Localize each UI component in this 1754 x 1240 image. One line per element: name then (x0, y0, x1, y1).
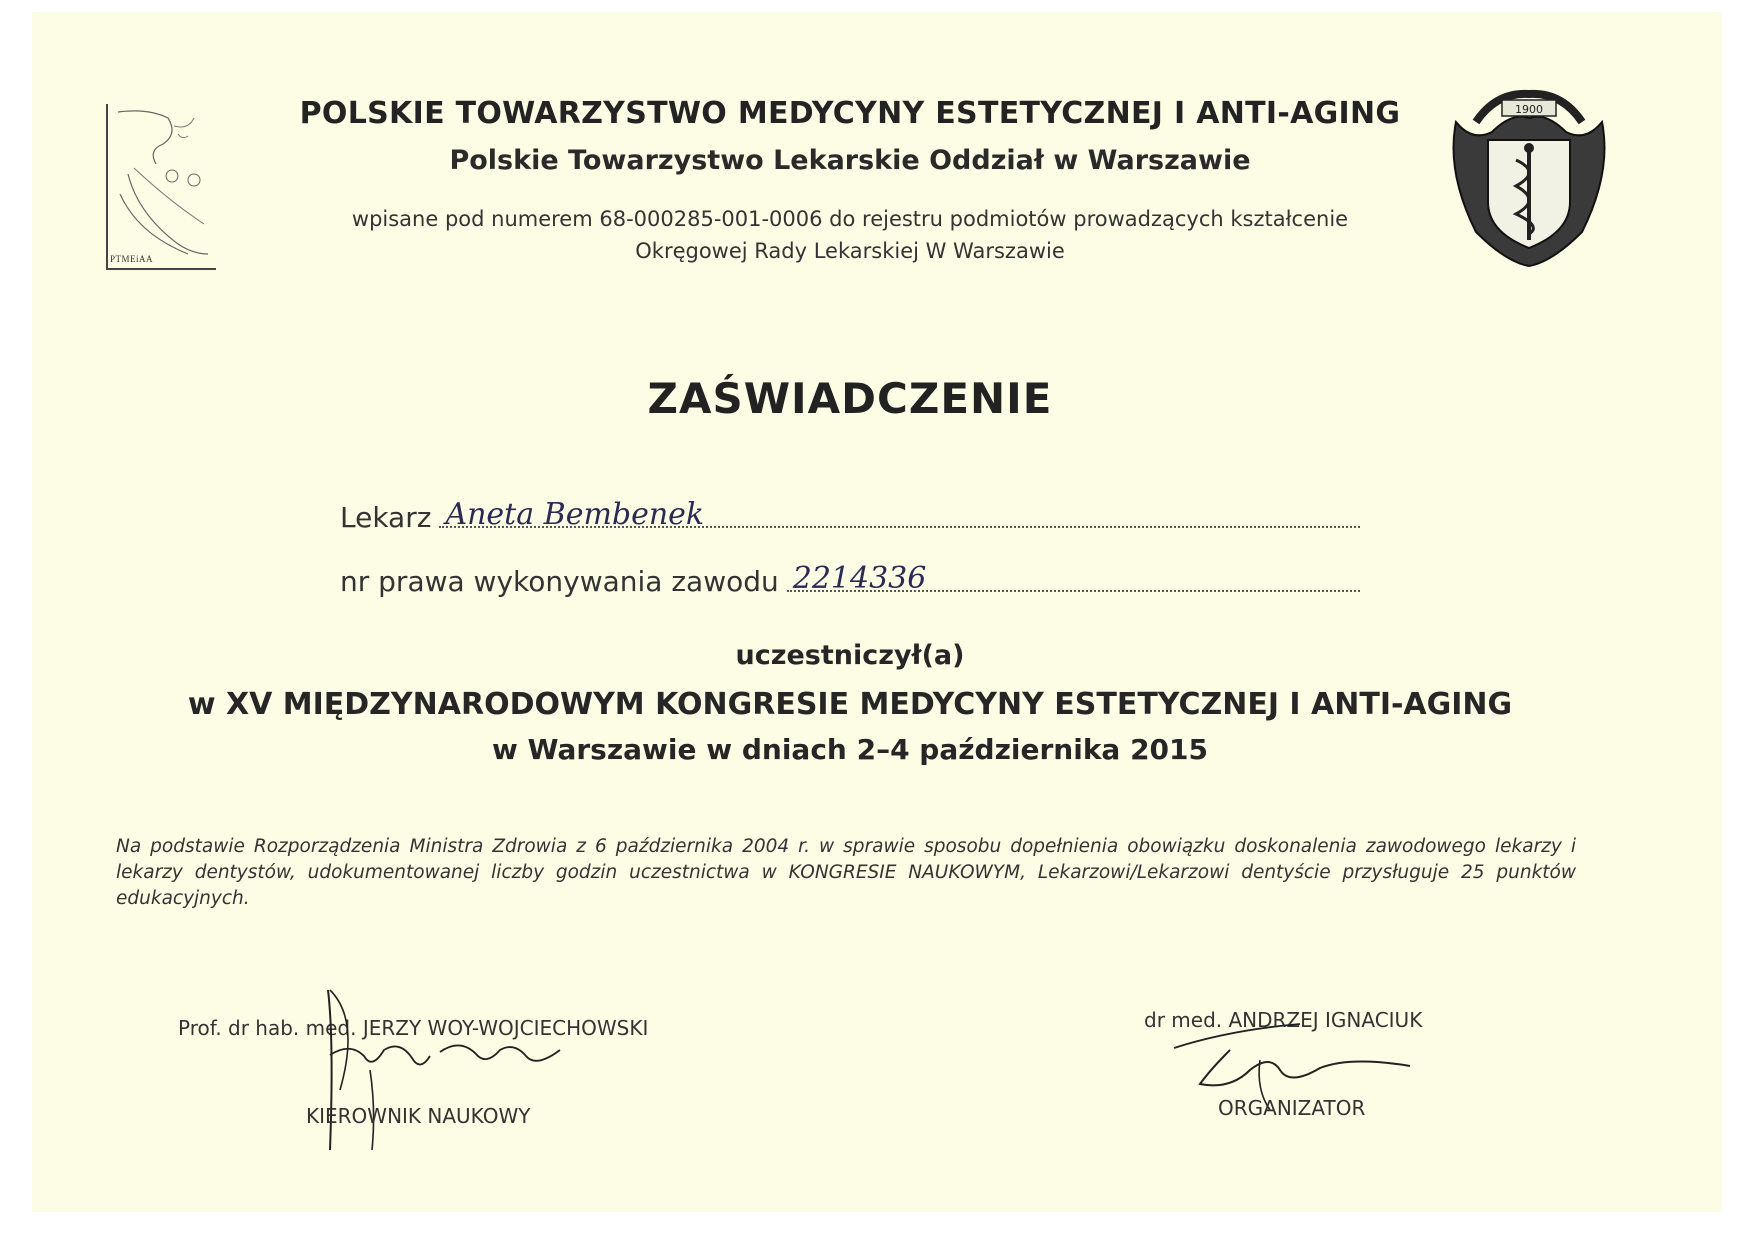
license-dotted-line (787, 552, 1360, 596)
congress-dates: w Warszawie w dniach 2–4 października 2015 (491, 733, 1209, 766)
logo-label: PTMEiAA (110, 254, 154, 264)
organization-title: POLSKIE TOWARZYSTWO MEDYCYNY ESTETYCZNEJ I ANTI-AGING (299, 96, 1401, 131)
doctor-label: Lekarz (340, 501, 432, 534)
participated-text: uczestniczył(a) (735, 640, 965, 671)
caduceus-crest-icon (1436, 82, 1622, 268)
svg-text:1900: 1900 (1515, 103, 1543, 116)
society-logo (106, 104, 216, 270)
right-signatory-name: dr med. ANDRZEJ IGNACIUK (1144, 1008, 1423, 1032)
organization-subtitle: Polskie Towarzystwo Lekarskie Oddział w Warszawie (449, 145, 1251, 176)
license-row (340, 552, 1360, 598)
registry-line-1: wpisane pod numerem 68-000285-001-0006 do rejestru podmiotów prowadzących kształcenie (351, 207, 1349, 231)
congress-name: w XV MIĘDZYNARODOWYM KONGRESIE MEDYCYNY ESTETYCZNEJ I ANTI-AGING (187, 687, 1513, 722)
figure-sketch-icon (108, 104, 216, 268)
doctor-name: Aneta Bembenek (445, 497, 705, 532)
left-signature-icon (300, 980, 600, 1160)
left-signatory-role: KIEROWNIK NAUKOWY (306, 1104, 531, 1128)
right-signatory-role: ORGANIZATOR (1218, 1096, 1366, 1120)
doctor-dotted-line (439, 488, 1360, 532)
legal-paragraph: Na podstawie Rozporządzenia Ministra Zdrowia z 6 października 2004 r. w sprawie sposobu dopełnienia obowiązku doskonalenia zawodowego lekarzy i lekarzy dentystów, udokumentowanej liczby godzin uczestnictwa w KONGRESIE NAUKOWYM, Lekarzowi/Lekarzowi dentyście przysługuje 25 punktów edukacyjnych. (116, 836, 1576, 909)
medical-seal (1436, 82, 1622, 268)
license-number: 2214336 (792, 561, 927, 596)
registry-line-2: Okręgowej Rady Lekarskiej W Warszawie (635, 239, 1065, 263)
document-title: ZAŚWIADCZENIE (647, 374, 1053, 423)
left-signatory-name: Prof. dr hab. med. JERZY WOY-WOJCIECHOWSKI (178, 1016, 649, 1040)
doctor-row (340, 488, 1360, 534)
license-label: nr prawa wykonywania zawodu (340, 565, 779, 598)
